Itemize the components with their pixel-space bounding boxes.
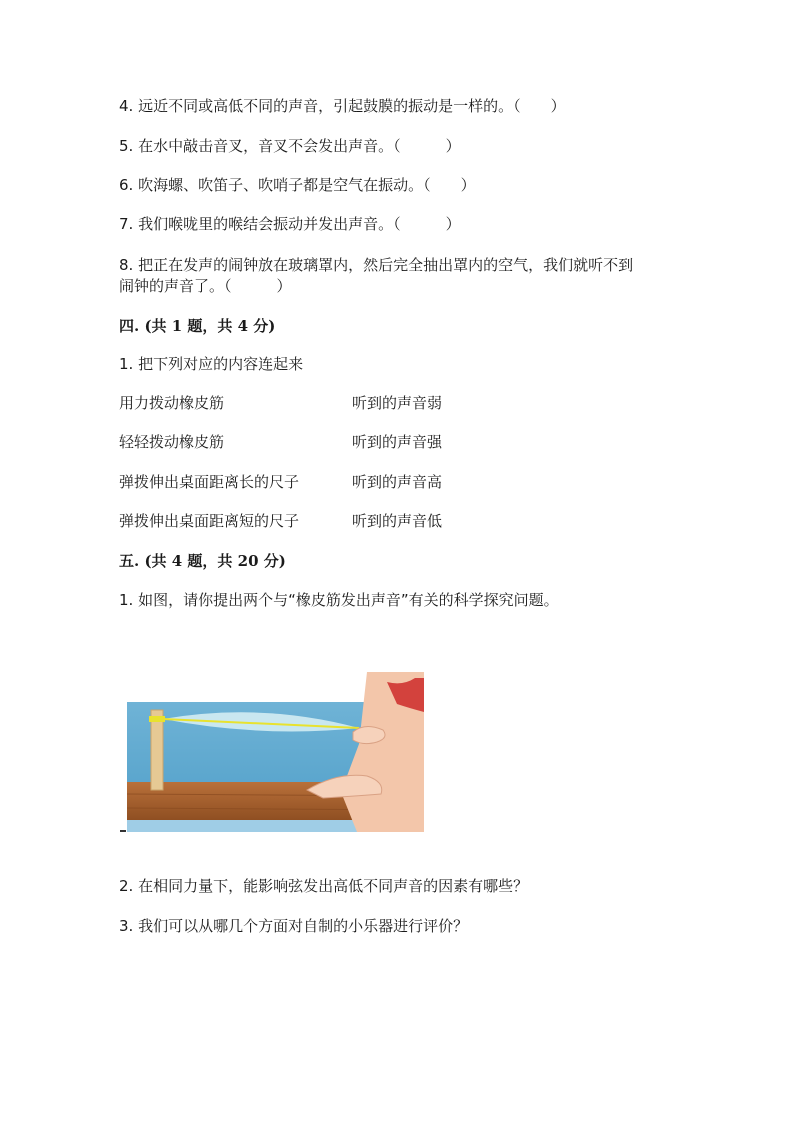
- section-5-question-2: 2. 在相同力量下，能影响弦发出高低不同声音的因素有哪些？: [119, 877, 529, 895]
- match-left-item: 轻轻拨动橡皮筋: [119, 433, 225, 451]
- section-4-question-1: 1. 把下列对应的内容连起来: [119, 355, 304, 373]
- match-right-item: 听到的声音弱: [352, 394, 443, 412]
- match-left-item: 用力拨动橡皮筋: [119, 394, 225, 412]
- match-left-item: 弹拨伸出桌面距离长的尺子: [119, 473, 300, 491]
- question-8-line-1: 8. 把正在发声的闹钟放在玻璃罩内，然后完全抽出罩内的空气，我们就听不到: [119, 256, 634, 274]
- section-5-heading: 五. (共 4 题，共 20 分): [119, 552, 286, 570]
- section-4-heading: 四. (共 1 题，共 4 分): [119, 317, 276, 335]
- rubber-band-plucking-illustration: [127, 672, 424, 832]
- question-5: 5. 在水中敲击音叉，音叉不会发出声音。（ ）: [119, 137, 461, 155]
- match-right-item: 听到的声音强: [352, 433, 443, 451]
- match-right-item: 听到的声音低: [352, 512, 443, 530]
- section-5-question-1: 1. 如图，请你提出两个与“橡皮筋发出声音”有关的科学探究问题。: [119, 591, 559, 609]
- question-7: 7. 我们喉咙里的喉结会振动并发出声音。（ ）: [119, 215, 461, 233]
- rubber-band-plucking-photo: [127, 672, 424, 832]
- question-6: 6. 吹海螺、吹笛子、吹哨子都是空气在振动。（ ）: [119, 176, 476, 194]
- section-5-question-3: 3. 我们可以从哪几个方面对自制的小乐器进行评价？: [119, 917, 469, 935]
- figure-marker: [120, 830, 126, 832]
- question-4: 4. 远近不同或高低不同的声音，引起鼓膜的振动是一样的。（ ）: [119, 97, 566, 115]
- match-left-item: 弹拨伸出桌面距离短的尺子: [119, 512, 300, 530]
- match-right-item: 听到的声音高: [352, 473, 443, 491]
- question-8-line-2: 闹钟的声音了。（ ）: [119, 277, 292, 295]
